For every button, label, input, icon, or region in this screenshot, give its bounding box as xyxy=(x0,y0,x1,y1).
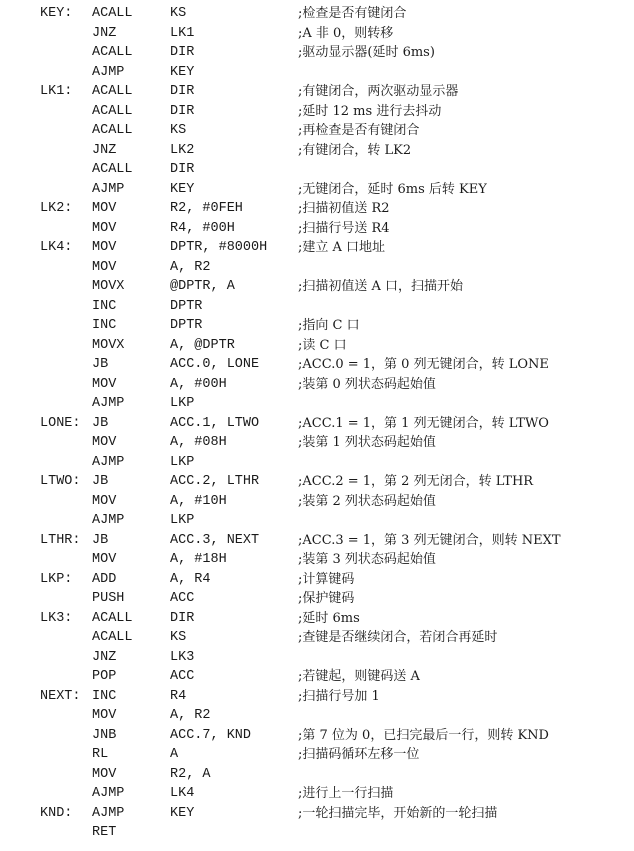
code-line xyxy=(0,433,634,453)
line-operand: A xyxy=(170,747,179,762)
line-operand: A, #00H xyxy=(170,376,227,392)
code-line xyxy=(0,24,634,44)
code-line xyxy=(0,375,634,395)
line-comment: ;ACC.2 = 1，第 2 列无闭合，转 LTHR xyxy=(298,474,534,489)
line-operand: DIR xyxy=(170,610,195,626)
line-operand: LKP xyxy=(170,454,195,470)
line-opcode: MOVX xyxy=(92,337,125,353)
line-label: LK1: xyxy=(40,84,73,99)
line-operand: KEY xyxy=(170,805,195,821)
line-operand: A, #10H xyxy=(170,493,227,509)
line-opcode: MOV xyxy=(92,552,117,567)
line-opcode: ACALL xyxy=(92,84,133,99)
code-line xyxy=(0,589,634,609)
code-line xyxy=(0,355,634,375)
line-label: KND: xyxy=(40,805,73,821)
code-line xyxy=(0,687,634,707)
line-operand: ACC xyxy=(170,591,195,606)
line-comment: ;装第 0 列状态码起始值 xyxy=(298,376,436,392)
line-opcode: JB xyxy=(92,474,109,489)
code-line xyxy=(0,336,634,356)
line-operand: LKP xyxy=(170,396,195,411)
line-opcode: MOV xyxy=(92,493,117,509)
line-label: LK3: xyxy=(40,610,73,626)
line-operand: @DPTR, A xyxy=(170,279,235,294)
code-line xyxy=(0,219,634,239)
line-opcode: MOV xyxy=(92,259,117,275)
line-operand: A, R4 xyxy=(170,571,211,587)
line-opcode: RL xyxy=(92,747,109,762)
line-comment: ;查键是否继续闭合，若闭合再延时 xyxy=(298,630,498,645)
line-operand: DIR xyxy=(170,162,195,177)
code-line xyxy=(0,706,634,726)
line-comment: ;延时 12 ms 进行去抖动 xyxy=(298,103,442,119)
line-comment: ;建立 A 口地址 xyxy=(298,240,386,255)
line-opcode: AJMP xyxy=(92,513,125,528)
line-operand: ACC.2, LTHR xyxy=(170,474,260,489)
line-operand: ACC.7, KND xyxy=(170,727,252,743)
line-opcode: ACALL xyxy=(92,103,133,119)
line-opcode: POP xyxy=(92,669,117,684)
line-operand: A, R2 xyxy=(170,259,211,275)
line-operand: A, #08H xyxy=(170,435,227,450)
line-operand: DIR xyxy=(170,45,195,60)
line-opcode: AJMP xyxy=(92,805,125,821)
line-operand: R2, A xyxy=(170,766,211,782)
line-opcode: ACALL xyxy=(92,630,133,645)
line-comment: ;再检查是否有键闭合 xyxy=(298,123,420,138)
line-comment: ;扫描行号加 1 xyxy=(298,688,380,704)
line-operand: DPTR, #8000H xyxy=(170,240,268,255)
line-opcode: AJMP xyxy=(92,64,125,80)
line-opcode: JB xyxy=(92,415,109,431)
line-operand: KS xyxy=(170,6,187,21)
line-comment: ;驱动显示器(延时 6ms) xyxy=(298,45,435,60)
line-label: NEXT: xyxy=(40,688,81,704)
line-comment: ;A 非 0，则转移 xyxy=(298,25,394,41)
code-line xyxy=(0,531,634,551)
line-opcode: RET xyxy=(92,825,117,840)
line-operand: A, #18H xyxy=(170,552,227,567)
code-line xyxy=(0,414,634,434)
code-line xyxy=(0,121,634,141)
line-opcode: INC xyxy=(92,318,117,333)
code-line xyxy=(0,4,634,24)
line-comment: ;检查是否有键闭合 xyxy=(298,6,407,21)
line-opcode: JNB xyxy=(92,727,117,743)
code-line xyxy=(0,180,634,200)
line-comment: ;装第 3 列状态码起始值 xyxy=(298,552,436,567)
line-opcode: INC xyxy=(92,688,117,704)
line-comment: ;若键起，则键码送 A xyxy=(298,669,420,684)
line-opcode: ACALL xyxy=(92,610,133,626)
line-opcode: MOV xyxy=(92,766,117,782)
code-line xyxy=(0,570,634,590)
line-comment: ;保护键码 xyxy=(298,591,355,606)
code-line xyxy=(0,667,634,687)
line-opcode: MOV xyxy=(92,201,117,216)
code-line xyxy=(0,823,634,843)
line-opcode: JB xyxy=(92,357,109,372)
code-line xyxy=(0,394,634,414)
code-line xyxy=(0,804,634,824)
line-operand: ACC xyxy=(170,669,195,684)
line-comment: ;扫描初值送 A 口，扫描开始 xyxy=(298,279,464,294)
line-opcode: AJMP xyxy=(92,181,125,197)
line-label: KEY: xyxy=(40,6,73,21)
code-line xyxy=(0,511,634,531)
code-line xyxy=(0,453,634,473)
code-line xyxy=(0,160,634,180)
line-label: LK2: xyxy=(40,201,73,216)
code-line xyxy=(0,277,634,297)
code-line xyxy=(0,141,634,161)
line-label: LK4: xyxy=(40,240,73,255)
line-operand: LK4 xyxy=(170,786,195,801)
line-operand: DPTR xyxy=(170,318,203,333)
line-operand: LK3 xyxy=(170,649,195,665)
line-operand: KEY xyxy=(170,64,195,80)
line-opcode: JNZ xyxy=(92,142,117,158)
line-opcode: ACALL xyxy=(92,45,133,60)
line-operand: KEY xyxy=(170,181,195,197)
line-operand: DIR xyxy=(170,84,195,99)
line-comment: ;有键闭合，转 LK2 xyxy=(298,142,412,158)
line-comment: ;扫描初值送 R2 xyxy=(298,201,390,216)
line-comment: ;有键闭合，两次驱动显示器 xyxy=(298,84,459,99)
line-operand: R4, #00H xyxy=(170,220,235,236)
line-comment: ;进行上一行扫描 xyxy=(298,786,394,801)
code-line xyxy=(0,628,634,648)
line-operand: LK1 xyxy=(170,25,195,41)
line-opcode: JNZ xyxy=(92,25,117,41)
code-line xyxy=(0,492,634,512)
code-line xyxy=(0,297,634,317)
line-opcode: JB xyxy=(92,532,109,548)
line-comment: ;无键闭合，延时 6ms 后转 KEY xyxy=(298,181,487,197)
code-line xyxy=(0,82,634,102)
line-comment: ;扫描码循环左移一位 xyxy=(298,747,420,762)
line-operand: R4 xyxy=(170,688,187,704)
line-opcode: ACALL xyxy=(92,162,133,177)
line-comment: ;装第 2 列状态码起始值 xyxy=(298,493,436,509)
code-line xyxy=(0,199,634,219)
code-line xyxy=(0,550,634,570)
line-operand: DIR xyxy=(170,103,195,119)
line-opcode: MOV xyxy=(92,240,117,255)
line-comment: ;计算键码 xyxy=(298,571,355,587)
code-line xyxy=(0,609,634,629)
code-line xyxy=(0,43,634,63)
line-operand: A, @DPTR xyxy=(170,337,235,353)
line-operand: ACC.3, NEXT xyxy=(170,532,260,548)
line-operand: LK2 xyxy=(170,142,195,158)
assembly-listing xyxy=(0,4,634,843)
line-opcode: AJMP xyxy=(92,454,125,470)
line-comment: ;ACC.1 = 1，第 1 列无键闭合，转 LTWO xyxy=(298,415,549,431)
code-line xyxy=(0,726,634,746)
line-comment: ;装第 1 列状态码起始值 xyxy=(298,435,436,450)
line-opcode: MOVX xyxy=(92,279,125,294)
line-opcode: MOV xyxy=(92,708,117,723)
line-opcode: PUSH xyxy=(92,591,125,606)
line-opcode: ACALL xyxy=(92,6,133,21)
code-line xyxy=(0,238,634,258)
line-opcode: INC xyxy=(92,298,117,314)
line-operand: KS xyxy=(170,630,187,645)
line-comment: ;第 7 位为 0，已扫完最后一行，则转 KND xyxy=(298,727,549,743)
line-label: LKP: xyxy=(40,571,73,587)
line-opcode: JNZ xyxy=(92,649,117,665)
line-opcode: MOV xyxy=(92,376,117,392)
code-line xyxy=(0,316,634,336)
line-operand: LKP xyxy=(170,513,195,528)
line-opcode: MOV xyxy=(92,435,117,450)
line-comment: ;ACC.0 = 1，第 0 列无键闭合，转 LONE xyxy=(298,357,549,372)
code-line xyxy=(0,472,634,492)
line-comment: ;ACC.3 = 1，第 3 列无键闭合，则转 NEXT xyxy=(298,532,561,548)
line-operand: R2, #0FEH xyxy=(170,201,243,216)
line-comment: ;延时 6ms xyxy=(298,610,360,626)
line-label: LTWO: xyxy=(40,474,81,489)
line-operand: ACC.1, LTWO xyxy=(170,415,260,431)
line-opcode: ACALL xyxy=(92,123,133,138)
line-label: LTHR: xyxy=(40,532,81,548)
code-line xyxy=(0,745,634,765)
line-comment: ;指向 C 口 xyxy=(298,318,360,333)
code-line xyxy=(0,102,634,122)
code-line xyxy=(0,784,634,804)
line-comment: ;扫描行号送 R4 xyxy=(298,220,390,236)
line-operand: ACC.0, LONE xyxy=(170,357,260,372)
line-opcode: ADD xyxy=(92,571,117,587)
line-comment: ;一轮扫描完毕，开始新的一轮扫描 xyxy=(298,805,498,821)
line-operand: KS xyxy=(170,123,187,138)
line-opcode: AJMP xyxy=(92,786,125,801)
code-line xyxy=(0,258,634,278)
code-line xyxy=(0,648,634,668)
line-operand: DPTR xyxy=(170,298,203,314)
code-line xyxy=(0,765,634,785)
code-line xyxy=(0,63,634,83)
line-opcode: AJMP xyxy=(92,396,125,411)
line-label: LONE: xyxy=(40,415,81,431)
line-comment: ;读 C 口 xyxy=(298,337,347,353)
line-operand: A, R2 xyxy=(170,708,211,723)
line-opcode: MOV xyxy=(92,220,117,236)
